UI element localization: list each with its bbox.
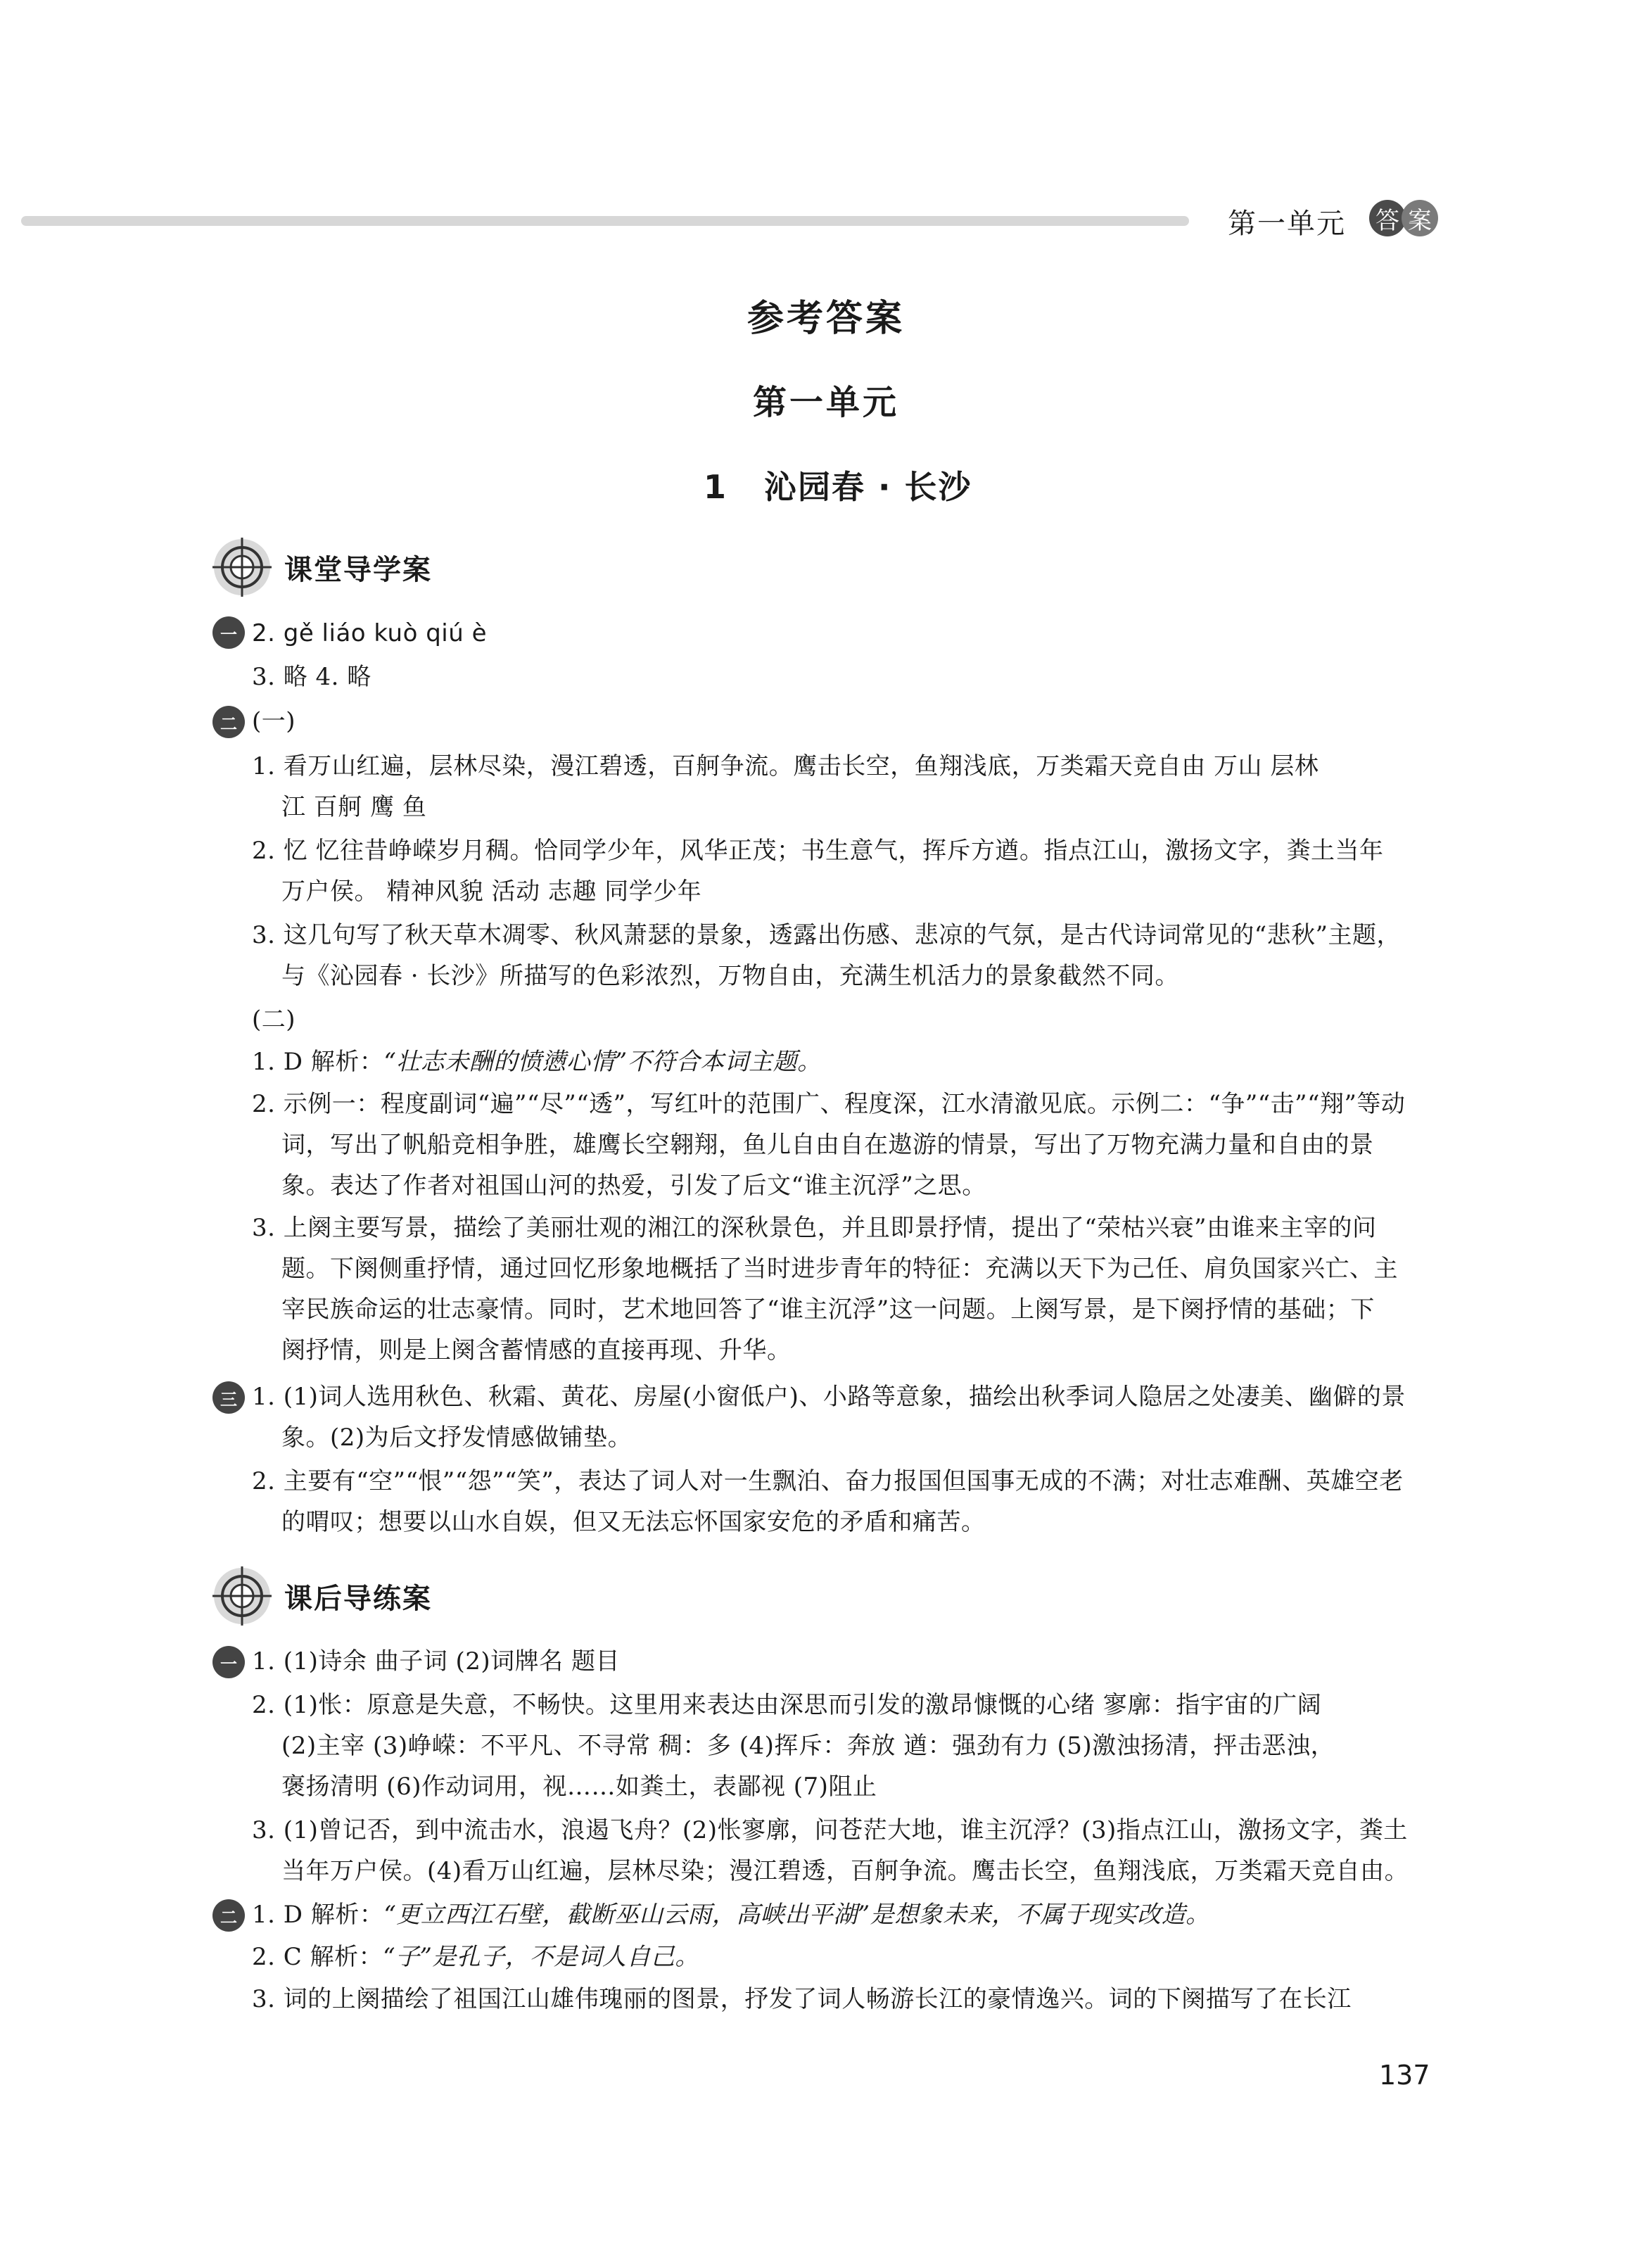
lesson-name: 沁园春 · 长沙 (764, 468, 972, 506)
answer-line (252, 1050, 822, 1074)
answer-choice: 1. D 解析： (252, 1901, 384, 1929)
answer-line: 3. (1)曾记否，到中流击水，浪遏飞舟？(2)怅寥廓，问苍茫大地，谁主沉浮？(3)指点江山，激扬文字，粪土 (252, 1816, 1408, 1844)
marker-one-icon: 一 (212, 616, 245, 649)
answer-line: 褒扬清明 (6)作动词用，视……如粪土，表鄙视 (7)阻止 (281, 1773, 877, 1801)
answer-choice: 2. C 解析： (252, 1943, 383, 1971)
target-icon (210, 1564, 274, 1628)
page-title: 参考答案 (746, 298, 905, 340)
answer-line: 3. 词的上阕描绘了祖国江山雄伟瑰丽的图景，抒发了词人畅游长江的豪情逸兴。词的下阕描写了在长江 (252, 1985, 1352, 2013)
answer-line: 3. 上阕主要写景，描绘了美丽壮观的湘江的深秋景色，并且即景抒情，提出了“荣枯兴衰”由谁来主宰的问 (252, 1214, 1377, 1242)
answer-line: 阕抒情，则是上阕含蓄情感的直接再现、升华。 (281, 1336, 792, 1364)
answer-line: 1. (1)词人选用秋色、秋霜、黄花、房屋(小窗低户)、小路等意象，描绘出秋季词人隐居之处凄美、幽僻的景 (252, 1383, 1406, 1411)
answer-line: (一) (252, 707, 296, 735)
answer-line: 2. 主要有“空”“恨”“怨”“笑”，表达了词人对一生飘泊、奋力报国但国事无成的不满；对壮志难酬、英雄空老 (252, 1467, 1404, 1495)
section-after-class (210, 1561, 432, 1631)
answer-line: 1. (1)诗余 曲子词 (2)词牌名 题目 (252, 1647, 620, 1675)
answer-line: 2. 忆 忆往昔峥嵘岁月稠。恰同学少年，风华正茂；书生意气，挥斥方遒。指点江山，激扬文字，粪土当年 (252, 837, 1384, 865)
marker-two-icon: 二 (212, 706, 245, 738)
marker-two-icon: 二 (212, 1899, 245, 1932)
answer-line: 3. 略 4. 略 (252, 663, 371, 691)
target-icon (210, 535, 274, 600)
header-rule (21, 216, 1189, 226)
answer-line (252, 1903, 1210, 1927)
header-unit-label: 第一单元 (1228, 208, 1346, 240)
answer-line: 的喟叹；想要以山水自娱，但又无法忘怀国家安危的矛盾和痛苦。 (281, 1508, 986, 1536)
answer-choice: 1. D 解析： (252, 1048, 384, 1076)
answer-line: 宰民族命运的壮志豪情。同时，艺术地回答了“谁主沉浮”这一问题。上阕写景，是下阕抒情的基础；下 (281, 1295, 1375, 1324)
answer-line: 2. gě liáo kuò qiú è (252, 619, 487, 647)
answer-line: 词，写出了帆船竞相争胜，雄鹰长空翱翔，鱼儿自由自在遨游的情景，写出了万物充满力量和自由的景 (281, 1131, 1374, 1159)
badge-char-2: 案 (1402, 200, 1438, 236)
answer-explanation: “子”是孔子，不是词人自己。 (383, 1943, 699, 1971)
section-class-guide (210, 532, 432, 602)
answer-line: (二) (252, 1006, 296, 1034)
answer-line: 2. 示例一：程度副词“遍”“尽”“透”，写红叶的范围广、程度深，江水清澈见底。示例二：“争”“击”“翔”等动 (252, 1090, 1406, 1118)
badge-char-1: 答 (1369, 200, 1406, 236)
section-label: 课堂导学案 (284, 553, 432, 586)
answer-line: 象。(2)为后文抒发情感做铺垫。 (281, 1424, 633, 1452)
unit-title: 第一单元 (752, 383, 899, 422)
answer-line: 江 百舸 鹰 鱼 (281, 793, 427, 821)
answer-line: 题。下阕侧重抒情，通过回忆形象地概括了当时进步青年的特征：充满以天下为己任、肩负国家兴亡、主 (281, 1255, 1398, 1283)
answer-line: 当年万户侯。(4)看万山红遍，层林尽染；漫江碧透，百舸争流。鹰击长空，鱼翔浅底，万类霜天竞自由。 (281, 1857, 1409, 1885)
answer-line: 象。表达了作者对祖国山河的热爱，引发了后文“谁主沉浮”之思。 (281, 1172, 986, 1200)
answer-line: 1. 看万山红遍，层林尽染，漫江碧透，百舸争流。鹰击长空，鱼翔浅底，万类霜天竞自由 万山 层林 (252, 752, 1319, 780)
lesson-title (704, 462, 972, 508)
section-label: 课后导练案 (284, 1582, 432, 1615)
answer-badge (1369, 200, 1434, 236)
answer-line: 与《沁园春 · 长沙》所描写的色彩浓烈，万物自由，充满生机活力的景象截然不同。 (281, 962, 1179, 990)
answer-line: (2)主宰 (3)峥嵘：不平凡、不寻常 稠：多 (4)挥斥：奔放 遒：强劲有力 (5)激浊扬清，抨击恶浊， (281, 1732, 1335, 1760)
page-number: 137 (1379, 2060, 1430, 2091)
marker-three-icon: 三 (212, 1381, 245, 1414)
answer-explanation: “壮志未酬的愤懑心情”不符合本词主题。 (383, 1048, 822, 1076)
answer-line (252, 1945, 699, 1969)
lesson-number: 1 (704, 468, 728, 506)
answer-line: 2. (1)怅：原意是失意，不畅快。这里用来表达由深思而引发的激昂慷慨的心绪 寥廓：指宇宙的广阔 (252, 1691, 1322, 1719)
answer-line: 3. 这几句写了秋天草木凋零、秋风萧瑟的景象，透露出伤感、悲凉的气氛，是古代诗词常见的“悲秋”主题， (252, 921, 1402, 949)
marker-one-icon: 一 (212, 1646, 245, 1678)
answer-explanation: “更立西江石壁，截断巫山云雨，高峡出平湖”是想象未来，不属于现实改造。 (383, 1901, 1210, 1929)
answer-line: 万户侯。 精神风貌 活动 志趣 同学少年 (281, 878, 702, 906)
